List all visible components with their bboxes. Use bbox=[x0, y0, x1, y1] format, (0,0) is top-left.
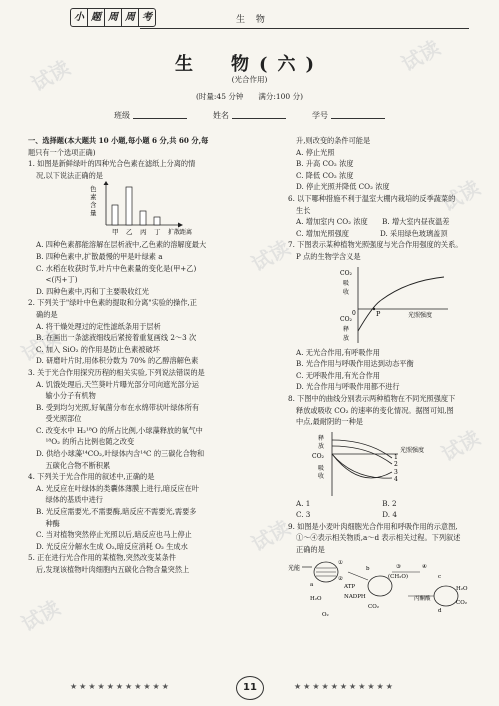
watermark: 试读 bbox=[247, 515, 295, 557]
y-bottom-label: 放 bbox=[343, 334, 350, 342]
question-line: 种酶 bbox=[36, 518, 60, 528]
question-line: ①～④表示相关物质,a～d 表示相关过程。下列叙述 bbox=[296, 533, 461, 543]
question-line: 1. 如图是新鲜绿叶的四种光合色素在滤纸上分离的情 bbox=[28, 159, 196, 169]
curve-light-response bbox=[358, 277, 444, 331]
diagram-label: d bbox=[438, 607, 442, 614]
question-line: 7. 下图表示某种植物光照强度与光合作用强度的关系。 bbox=[288, 240, 463, 250]
point-p-label: P bbox=[376, 309, 381, 318]
diagram-label: H₂O bbox=[456, 585, 468, 592]
x-tick-label: 乙 bbox=[126, 228, 133, 237]
question-line: 6. 以下哪种措施不利于温室大棚内栽培的反季蔬菜的 bbox=[288, 193, 456, 203]
series-char: 考 bbox=[142, 12, 152, 23]
thylakoid-stack bbox=[316, 568, 336, 576]
diagram-label: ATP bbox=[344, 583, 356, 590]
cell-metabolism-svg bbox=[288, 556, 480, 630]
series-char: 小 bbox=[71, 9, 88, 26]
y-bottom-label: 收 bbox=[318, 472, 325, 480]
question-line: A. 光反应在叶绿体的类囊体薄膜上进行,暗反应在叶 bbox=[36, 483, 199, 493]
diagram-label: 光能 bbox=[288, 564, 301, 572]
right-text-block bbox=[288, 135, 480, 263]
watermark: 试读 bbox=[397, 35, 445, 77]
left-text-block bbox=[28, 135, 250, 181]
id-blank bbox=[331, 118, 385, 119]
x-axis-label: 扩散距离 bbox=[168, 229, 193, 237]
subject-heading: 生 物 bbox=[236, 15, 269, 25]
curve-2 bbox=[332, 446, 392, 464]
diagram-label: NADPH bbox=[344, 593, 366, 600]
question-line: 绿体的基质中进行 bbox=[36, 495, 103, 505]
y-label-char: 素 bbox=[90, 193, 97, 202]
diagram-label: ③ bbox=[396, 563, 401, 570]
co2-curves-svg bbox=[288, 428, 480, 498]
question-line: B. 升高 CO₂ 浓度 bbox=[296, 159, 354, 169]
watermark: 试读 bbox=[247, 235, 295, 277]
y-top-label: CO₂ bbox=[340, 269, 352, 277]
question-line: <(丙+丁) bbox=[36, 275, 78, 285]
series-logo bbox=[70, 8, 156, 27]
question-line: 况,以下说法正确的是 bbox=[36, 170, 103, 180]
diagram-label: c bbox=[438, 573, 442, 580]
diagram-label: CO₂ bbox=[456, 599, 467, 606]
diagram-label: (CH₂O) bbox=[388, 573, 409, 580]
question-line: C. 增加光照强度 D. 采用绿色玻璃盖顶 bbox=[296, 228, 448, 238]
question-line: C. 加入 SiO₂ 的作用是防止色素被破坏 bbox=[36, 344, 160, 354]
question-line: C. 当对植物突然停止光照以后,暗反应也马上停止 bbox=[36, 530, 192, 540]
question-line: 输小分子有机物 bbox=[36, 391, 96, 401]
curve-1 bbox=[332, 440, 392, 458]
question-line: C. 改变水中 H₂¹⁸O 的所占比例,小球藻释放的氧气中 bbox=[36, 425, 203, 435]
question-line: A. 增加室内 CO₂ 浓度 B. 增大室内昼夜温差 bbox=[296, 217, 450, 227]
question-line: C. 无呼吸作用,有光合作用 bbox=[296, 370, 380, 380]
question-line: A. 四种色素都能溶解在层析液中,乙色素的溶解度最大 bbox=[36, 240, 207, 250]
curve-4 bbox=[332, 454, 392, 478]
page-footer bbox=[0, 674, 499, 702]
question-line: 3. 关于光合作用探究历程的相关实验,下列说法错误的是 bbox=[28, 367, 205, 377]
page-title: 生 物(六) bbox=[174, 54, 325, 75]
diagram-label: ④ bbox=[422, 563, 427, 570]
bar-bing bbox=[140, 211, 146, 225]
question-line: A. 饥饿处理后,天竺葵叶片曝光部分可向遮光部分运 bbox=[36, 379, 199, 389]
question-line: 题只有一个选项正确) bbox=[28, 147, 96, 157]
question-line: D. 研磨叶片时,用体积分数为 70% 的乙醇溶解色素 bbox=[36, 356, 199, 366]
pigment-chart-svg bbox=[28, 181, 250, 239]
series-char: 周 bbox=[122, 9, 139, 26]
question-line: P 点的生物学含义是 bbox=[296, 251, 361, 261]
question-line: 2. 下列关于"绿叶中色素的提取和分离"实验的操作,正 bbox=[28, 298, 197, 308]
diagram-label: 丙酮酸 bbox=[414, 595, 431, 602]
question-line: 升,则改变的条件可能是 bbox=[296, 136, 371, 145]
question-line: B. 光反应需要光,不需要酶,暗反应不需要光,需要多 bbox=[36, 507, 197, 517]
question-line: 受光照部位 bbox=[36, 414, 82, 424]
question-line: B. 在画出一条滤液细线后紧接着重复画线 2～3 次 bbox=[36, 333, 197, 343]
y-top-label: 放 bbox=[318, 442, 325, 450]
mitochondrion-shape bbox=[434, 586, 458, 606]
footer-stars-left: ★★★★★★★★★★★ bbox=[70, 682, 171, 691]
question-line: 确的是 bbox=[36, 309, 58, 319]
y-bottom-label: 吸 bbox=[318, 464, 325, 472]
watermark: 试读 bbox=[437, 425, 485, 467]
curve-label: 1 bbox=[394, 453, 398, 461]
question-line: D. 供给小球藻¹⁴CO₂,叶绿体内含¹⁴C 的三碳化合物和 bbox=[36, 449, 205, 459]
y-top-label: 释 bbox=[318, 434, 325, 442]
page-subtitle: (光合作用) bbox=[231, 75, 268, 84]
id-field: 学号 bbox=[312, 110, 385, 121]
x-axis-label: 光照强度 bbox=[408, 311, 433, 319]
diagram-label: a bbox=[310, 581, 314, 588]
question-line: B. 四种色素中,扩散最慢的甲是叶绿素 a bbox=[36, 251, 163, 261]
question-line: B. 受到均匀光照,好氧菌分布在水绵带状叶绿体所有 bbox=[36, 402, 200, 412]
diagram-label: H₂O bbox=[310, 595, 322, 602]
series-char: 题 bbox=[88, 9, 105, 26]
diagram-label: b bbox=[366, 565, 370, 572]
watermark: 试读 bbox=[437, 175, 485, 217]
question-line: A. 停止光照 bbox=[296, 147, 335, 157]
curve-label: 2 bbox=[394, 460, 398, 468]
question-line: 5. 正在进行光合作用的某植物,突然改变某条件 bbox=[28, 553, 176, 563]
class-field: 班级 bbox=[114, 110, 187, 121]
question-line: 生长 bbox=[296, 205, 311, 215]
question-line: D. 光合作用与呼吸作用都不进行 bbox=[296, 382, 400, 392]
diagram-label: CO₂ bbox=[368, 603, 379, 610]
name-field: 姓名 bbox=[213, 110, 286, 121]
page-header bbox=[0, 0, 499, 32]
x-axis-arrow bbox=[178, 223, 183, 228]
student-info-line bbox=[0, 110, 499, 121]
origin-label: 0 bbox=[352, 309, 356, 317]
class-blank bbox=[133, 118, 187, 119]
time-score-line: (时量:45 分钟 满分:100 分) bbox=[195, 92, 304, 101]
question-line: D. 四种色素中,丙和丁主要吸收红光 bbox=[36, 286, 149, 296]
question-line: 中点,最耐阴的一种是 bbox=[296, 417, 363, 427]
question-line: A. 1 B. 2 bbox=[296, 498, 397, 508]
right-text-block bbox=[288, 347, 480, 428]
question-line: 8. 下图中的曲线分别表示两种植物在不同光照强度下 bbox=[288, 393, 456, 403]
x-axis-label: 光照强度 bbox=[400, 446, 425, 454]
watermark: 试读 bbox=[17, 595, 65, 637]
question-line: D. 光反应分解水生成 O₂,暗反应消耗 O₂ 生成水 bbox=[36, 541, 188, 551]
left-column bbox=[28, 135, 250, 576]
left-text-block bbox=[28, 239, 250, 575]
figure-pigment-chart bbox=[28, 181, 250, 239]
y-label-char: 量 bbox=[90, 209, 97, 218]
figure-co2-curves bbox=[288, 428, 480, 498]
question-line: 释放或吸收 CO₂ 的速率的变化情况。据图可知,图 bbox=[296, 405, 454, 415]
curve-label: 3 bbox=[394, 468, 398, 476]
curve-label: 4 bbox=[394, 475, 398, 483]
question-line: ¹⁸O₂ 的所占比例也随之改变 bbox=[36, 437, 135, 447]
x-tick-label: 甲 bbox=[112, 228, 119, 237]
y-bottom-label: 释 bbox=[343, 325, 350, 333]
question-line: C. 降低 CO₂ 浓度 bbox=[296, 170, 354, 180]
question-line: 五碳化合物不断积累 bbox=[36, 460, 111, 470]
watermark: 试读 bbox=[27, 55, 75, 97]
header-divider bbox=[140, 28, 469, 29]
question-line: 9. 如图是小麦叶肉细胞光合作用和呼吸作用的示意图, bbox=[288, 521, 458, 531]
question-line: C. 3 D. 4 bbox=[296, 510, 397, 520]
y-label-char: 含 bbox=[90, 201, 97, 210]
bar-jia bbox=[112, 205, 118, 225]
question-line: 一、选择题(本大题共 10 小题,每小题 6 分,共 60 分,每 bbox=[28, 136, 209, 145]
right-column bbox=[288, 135, 480, 630]
y-top-label: 收 bbox=[343, 288, 350, 296]
question-line: C. 水稻在收获时节,叶片中色素量的变化是(甲+乙) bbox=[36, 263, 197, 273]
light-curve-svg bbox=[288, 263, 480, 347]
bar-ding bbox=[154, 217, 160, 225]
y-bottom-label: CO₂ bbox=[340, 315, 352, 323]
y-top-label: 吸 bbox=[343, 279, 350, 287]
figure-cell-metabolism bbox=[288, 556, 480, 630]
question-line: A. 无光合作用,有呼吸作用 bbox=[296, 347, 380, 357]
diagram-label: ② bbox=[338, 575, 343, 582]
point-p bbox=[373, 307, 375, 309]
watermark: 试读 bbox=[17, 325, 65, 367]
series-char: 周 bbox=[105, 9, 122, 26]
question-line: A. 将干燥处理过的定性滤纸条用于层析 bbox=[36, 321, 161, 331]
diagram-label: ① bbox=[338, 559, 343, 566]
co2-label: CO₂ bbox=[312, 452, 324, 460]
x-tick-label: 丁 bbox=[154, 228, 161, 237]
name-blank bbox=[232, 118, 286, 119]
question-line: 后,发现该植物叶肉细胞内五碳化合物含量突然上 bbox=[36, 565, 190, 574]
question-line: 4. 下列关于光合作用的叙述中,正确的是 bbox=[28, 472, 155, 482]
question-line: B. 光合作用与呼吸作用达到动态平衡 bbox=[296, 359, 414, 369]
page-number: 11 bbox=[236, 676, 264, 700]
figure-light-curve bbox=[288, 263, 480, 347]
y-axis-arrow bbox=[104, 181, 109, 185]
question-line: D. 停止光照并降低 CO₂ 浓度 bbox=[296, 182, 390, 192]
x-tick-label: 丙 bbox=[140, 228, 147, 237]
right-text-block bbox=[288, 498, 480, 556]
diagram-label: O₂ bbox=[322, 611, 329, 618]
bar-yi bbox=[126, 187, 132, 225]
question-line: 正确的是 bbox=[296, 545, 325, 555]
footer-stars-right: ★★★★★★★★★★★ bbox=[294, 682, 395, 691]
y-label-char: 色 bbox=[90, 185, 97, 194]
